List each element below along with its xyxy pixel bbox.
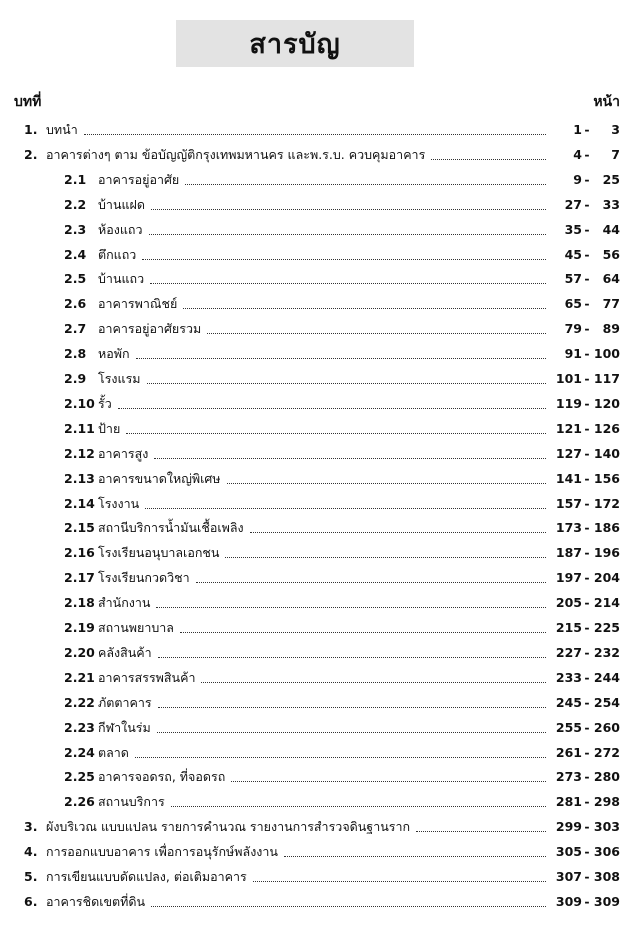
page-to: 260	[593, 719, 620, 735]
page-range-dash: -	[584, 794, 590, 810]
toc-entry-number: 4.	[24, 844, 38, 860]
page-range-dash: -	[584, 146, 590, 162]
page-to: 3	[611, 122, 620, 137]
page-to: 56	[602, 246, 620, 262]
toc-entry[interactable]	[0, 538, 640, 562]
toc-entry-pages	[552, 843, 620, 861]
page-to: 225	[593, 620, 620, 635]
page-from: 157	[555, 495, 582, 511]
toc-entry[interactable]	[0, 862, 640, 886]
toc-entry[interactable]	[0, 762, 640, 786]
toc-entry-pages	[552, 395, 620, 413]
toc-entry-pages	[552, 644, 620, 662]
page-to: 196	[593, 545, 620, 561]
page-from: 141	[555, 470, 582, 486]
toc-entry-number: 5.	[24, 869, 38, 884]
toc-entry-number: 2.23	[64, 719, 95, 735]
toc-entry-number: 2.16	[64, 545, 95, 561]
page-range-dash: -	[584, 893, 590, 909]
toc-entry-label: อาคารสูง	[98, 445, 149, 461]
page-to: 186	[593, 520, 620, 536]
page-to: 254	[593, 694, 620, 710]
page-to: 100	[593, 346, 620, 362]
toc-entry-pages	[552, 719, 620, 737]
toc-entry-label: การออกแบบอาคาร เพื่อการอนุรักษ์พลังงาน	[46, 844, 278, 860]
toc-entry[interactable]	[0, 339, 640, 363]
dot-leader	[157, 731, 546, 733]
page-to: 120	[593, 395, 620, 411]
toc-entry-pages	[552, 569, 620, 587]
page-from: 27	[564, 196, 582, 212]
page-range-dash: -	[584, 520, 590, 536]
page-to: 44	[602, 221, 620, 237]
dot-leader	[253, 880, 546, 882]
toc-entry-label: ตึกแถว	[98, 246, 137, 262]
toc-entry-pages	[552, 295, 620, 313]
toc-entry-number: 2.7	[64, 321, 87, 337]
toc-entry-pages	[552, 221, 620, 239]
toc-entry-pages	[552, 495, 620, 513]
toc-entry-pages	[552, 544, 620, 562]
toc-entry-label: รั้ว	[98, 395, 112, 411]
toc-entry-number: 2.14	[64, 495, 95, 511]
toc-entry-pages	[552, 445, 620, 463]
page-from: 121	[555, 420, 582, 436]
toc-entry[interactable]	[0, 713, 640, 737]
dot-leader	[250, 531, 546, 533]
page-to: 126	[593, 420, 620, 436]
page-from: 79	[564, 321, 582, 337]
page-range-dash: -	[584, 445, 590, 461]
toc-entry-label: คลังสินค้า	[98, 644, 152, 660]
toc-entry-number: 2.20	[64, 644, 95, 660]
toc-entry-number: 3.	[24, 819, 38, 835]
toc-entry-label: อาคารชิดเขตที่ดิน	[46, 893, 146, 909]
page-range-dash: -	[584, 395, 590, 411]
toc-entry-label: อาคารสรรพสินค้า	[98, 669, 196, 685]
dot-leader	[118, 407, 546, 409]
page-to: 64	[602, 271, 620, 287]
toc-entry[interactable]	[0, 140, 640, 164]
page-to: 306	[593, 844, 620, 860]
page-range-dash: -	[584, 122, 590, 137]
page-range-dash: -	[584, 321, 590, 337]
toc-entry-number: 2.24	[64, 744, 95, 760]
toc-entry-label: ภัตตาคาร	[98, 694, 152, 710]
toc-entry[interactable]	[0, 887, 640, 911]
page-to: 140	[593, 445, 620, 461]
toc-entry-number: 2.1	[64, 171, 87, 187]
toc-entry-number: 2.19	[64, 620, 95, 635]
page-range-dash: -	[584, 620, 590, 635]
toc-entry-pages	[552, 370, 620, 388]
toc-entry[interactable]	[0, 215, 640, 239]
toc-entry-pages	[552, 768, 620, 786]
page-range-dash: -	[584, 844, 590, 860]
toc-entry[interactable]	[0, 738, 640, 762]
toc-entry-label: ตลาด	[98, 744, 129, 760]
page-range-dash: -	[584, 869, 590, 884]
toc-entry[interactable]	[0, 464, 640, 488]
page-range-dash: -	[584, 644, 590, 660]
dot-leader	[147, 382, 546, 384]
dot-leader	[183, 307, 546, 309]
dot-leader	[149, 233, 547, 235]
page-range-dash: -	[584, 719, 590, 735]
dot-leader	[150, 282, 546, 284]
page-from: 215	[555, 620, 582, 635]
toc-entry-number: 2.21	[64, 669, 95, 685]
page-range-dash: -	[584, 221, 590, 237]
page-to: 272	[593, 744, 620, 760]
toc-entry-pages	[552, 146, 620, 164]
toc-entry-label: ผังบริเวณ แบบแปลน รายการคำนวณ รายงานการสำรวจดินฐานราก	[46, 819, 411, 835]
page-from: 299	[555, 819, 582, 835]
dot-leader	[201, 681, 546, 683]
dot-leader	[151, 208, 546, 210]
toc-entry-number: 2.18	[64, 595, 95, 611]
toc-entry-pages	[552, 893, 620, 911]
dot-leader	[135, 756, 546, 758]
toc-entry-number: 2.15	[64, 520, 95, 536]
page-from: 233	[555, 669, 582, 685]
page-from: 261	[555, 744, 582, 760]
dot-leader	[196, 581, 546, 583]
toc-entry-label: อาคารขนาดใหญ่พิเศษ	[98, 470, 221, 486]
page-from: 173	[555, 520, 582, 536]
page-from: 245	[555, 694, 582, 710]
toc-entry-pages	[552, 619, 620, 637]
toc-entry[interactable]	[0, 663, 640, 687]
toc-entry-label: ป้าย	[98, 420, 121, 436]
dot-leader	[180, 631, 546, 633]
toc-entry-label: บ้านแถว	[98, 271, 145, 287]
page-range-dash: -	[584, 595, 590, 611]
toc-entry-pages	[552, 694, 620, 712]
toc-entry[interactable]	[0, 165, 640, 189]
dot-leader	[158, 706, 546, 708]
page-from: 227	[555, 644, 582, 660]
page-to: 280	[593, 769, 620, 785]
toc-entry[interactable]	[0, 563, 640, 587]
page-to: 303	[593, 819, 620, 835]
page-title: สารบัญ	[249, 29, 341, 60]
dot-leader	[126, 432, 546, 434]
toc-entry-pages	[552, 744, 620, 762]
toc-entry-pages	[552, 669, 620, 687]
page-range-dash: -	[584, 296, 590, 312]
page-to: 77	[602, 296, 620, 312]
page-to: 232	[593, 644, 620, 660]
page-range-dash: -	[584, 346, 590, 362]
toc-entry-number: 2.2	[64, 196, 87, 212]
page-from: 307	[555, 869, 582, 884]
page-from: 309	[555, 893, 582, 909]
title-box	[176, 20, 414, 67]
page-from: 65	[564, 296, 582, 312]
page-from: 205	[555, 595, 582, 611]
page-from: 1	[573, 122, 582, 137]
page-from: 273	[555, 769, 582, 785]
page-to: 7	[611, 146, 620, 162]
toc-entry-label: สถานีบริการน้ำมันเชื้อเพลิง	[98, 520, 244, 536]
page-from: 127	[555, 445, 582, 461]
page-range-dash: -	[584, 470, 590, 486]
toc-entry[interactable]	[0, 812, 640, 836]
toc-entry-label: สถานพยาบาล	[98, 620, 174, 635]
toc-entry-number: 2.13	[64, 470, 95, 486]
page-range-dash: -	[584, 744, 590, 760]
page-range-dash: -	[584, 246, 590, 262]
page-to: 244	[593, 669, 620, 685]
page-from: 119	[555, 395, 582, 411]
toc-entry[interactable]	[0, 489, 640, 513]
toc-entry-label: อาคารอยู่อาศัย	[98, 171, 180, 187]
toc-entry[interactable]	[0, 289, 640, 313]
toc-entry[interactable]	[0, 264, 640, 288]
toc-entry-label: หอพัก	[98, 346, 130, 362]
toc-entry[interactable]	[0, 364, 640, 388]
page-range-dash: -	[584, 371, 590, 386]
dot-leader	[225, 556, 546, 558]
toc-entry-number: 2.22	[64, 694, 95, 710]
toc-entry-pages	[552, 818, 620, 836]
toc-entry[interactable]	[0, 190, 640, 214]
page-to: 156	[593, 470, 620, 486]
page-from: 197	[555, 570, 582, 586]
dot-leader	[145, 507, 546, 509]
chapter-column-header: บทที่	[14, 94, 42, 110]
dot-leader	[142, 258, 546, 260]
toc-entry-pages	[552, 594, 620, 612]
page-column-header: หน้า	[593, 94, 620, 110]
toc-entry-number: 2.8	[64, 346, 87, 362]
toc-entry-label: การเขียนแบบดัดแปลง, ต่อเติมอาคาร	[46, 869, 247, 884]
toc-entry-number: 2.17	[64, 570, 95, 586]
toc-entry[interactable]	[0, 638, 640, 662]
toc-entry-label: บทนำ	[46, 122, 78, 137]
page-from: 35	[564, 221, 582, 237]
page-from: 4	[573, 146, 582, 162]
toc-entry[interactable]	[0, 414, 640, 438]
dot-leader	[416, 830, 546, 832]
dot-leader	[227, 482, 546, 484]
toc-entry-label: บ้านแฝด	[98, 196, 145, 212]
toc-entry-label: สำนักงาน	[98, 595, 151, 611]
toc-entry[interactable]	[0, 837, 640, 861]
toc-entry-label: โรงเรียนอนุบาลเอกชน	[98, 545, 220, 561]
toc-entry-pages	[552, 196, 620, 214]
toc-entry-pages	[552, 470, 620, 488]
toc-entry-label: อาคารอยู่อาศัยรวม	[98, 321, 202, 337]
toc-entry-pages	[552, 171, 620, 189]
toc-entry-label: สถานบริการ	[98, 794, 165, 810]
toc-entry-label: อาคารต่างๆ ตาม ข้อบัญญัติกรุงเทพมหานคร และพ.ร.บ. ควบคุมอาคาร	[46, 146, 426, 162]
toc-entry-number: 2.	[24, 146, 38, 162]
toc-entry-pages	[552, 121, 620, 139]
toc-entry-pages	[552, 270, 620, 288]
toc-entry[interactable]	[0, 588, 640, 612]
dot-leader	[84, 133, 546, 135]
page-to: 117	[593, 371, 620, 386]
toc-entry-number: 2.26	[64, 794, 95, 810]
toc-entry[interactable]	[0, 115, 640, 139]
page-to: 172	[593, 495, 620, 511]
toc-entry-number: 2.25	[64, 769, 95, 785]
page-to: 214	[593, 595, 620, 611]
page-to: 298	[593, 794, 620, 810]
toc-entry-number: 2.6	[64, 296, 87, 312]
toc-entry-number: 2.9	[64, 371, 87, 386]
toc-entry[interactable]	[0, 314, 640, 338]
dot-leader	[151, 905, 546, 907]
dot-leader	[431, 158, 546, 160]
page-to: 308	[593, 869, 620, 884]
page-range-dash: -	[584, 171, 590, 187]
page-from: 101	[555, 371, 582, 386]
dot-leader	[231, 780, 546, 782]
page-range-dash: -	[584, 196, 590, 212]
toc-entry[interactable]	[0, 787, 640, 811]
dot-leader	[185, 183, 546, 185]
toc-entry[interactable]	[0, 613, 640, 637]
dot-leader	[156, 606, 546, 608]
page-range-dash: -	[584, 545, 590, 561]
toc-entry-number: 2.12	[64, 445, 95, 461]
page-from: 255	[555, 719, 582, 735]
toc-entry-pages	[552, 519, 620, 537]
page-from: 281	[555, 794, 582, 810]
page-to: 89	[602, 321, 620, 337]
toc-entry-number: 2.5	[64, 271, 87, 287]
toc-entry-label: โรงงาน	[98, 495, 140, 511]
toc-entry[interactable]	[0, 513, 640, 537]
page-to: 25	[602, 171, 620, 187]
page-from: 57	[564, 271, 582, 287]
page-to: 309	[593, 893, 620, 909]
page-from: 91	[564, 346, 582, 362]
page-from: 305	[555, 844, 582, 860]
toc-entry-number: 2.10	[64, 395, 95, 411]
dot-leader	[154, 457, 546, 459]
toc-entry[interactable]	[0, 439, 640, 463]
toc-entry-pages	[552, 420, 620, 438]
dot-leader	[158, 656, 546, 658]
dot-leader	[284, 855, 546, 857]
toc-entry-number: 2.3	[64, 221, 87, 237]
page-range-dash: -	[584, 420, 590, 436]
toc-entry-number: 1.	[24, 122, 38, 137]
dot-leader	[136, 357, 546, 359]
page-from: 187	[555, 545, 582, 561]
toc-entry-number: 2.4	[64, 246, 87, 262]
toc-entry-pages	[552, 793, 620, 811]
toc-entry-label: โรงแรม	[98, 371, 141, 386]
toc-entry-pages	[552, 320, 620, 338]
page-range-dash: -	[584, 769, 590, 785]
page-range-dash: -	[584, 271, 590, 287]
dot-leader	[171, 805, 546, 807]
toc-entry-number: 6.	[24, 893, 38, 909]
toc-entry-label: โรงเรียนกวดวิชา	[98, 570, 190, 586]
page-from: 45	[564, 246, 582, 262]
toc-entry[interactable]	[0, 389, 640, 413]
page-range-dash: -	[584, 819, 590, 835]
toc-entry[interactable]	[0, 240, 640, 264]
page-range-dash: -	[584, 694, 590, 710]
toc-entry-label: อาคารจอดรถ, ที่จอดรถ	[98, 769, 226, 785]
toc-entry-pages	[552, 868, 620, 886]
toc-entry-label: กีฬาในร่ม	[98, 719, 151, 735]
page-from: 9	[573, 171, 582, 187]
page-to: 204	[593, 570, 620, 586]
toc-entry-number: 2.11	[64, 420, 95, 436]
toc-entry-pages	[552, 345, 620, 363]
toc-entry[interactable]	[0, 688, 640, 712]
page-range-dash: -	[584, 570, 590, 586]
toc-entry-label: อาคารพาณิชย์	[98, 296, 178, 312]
page-to: 33	[602, 196, 620, 212]
page-range-dash: -	[584, 495, 590, 511]
page-range-dash: -	[584, 669, 590, 685]
dot-leader	[207, 332, 546, 334]
toc-entry-pages	[552, 246, 620, 264]
toc-entry-label: ห้องแถว	[98, 221, 143, 237]
